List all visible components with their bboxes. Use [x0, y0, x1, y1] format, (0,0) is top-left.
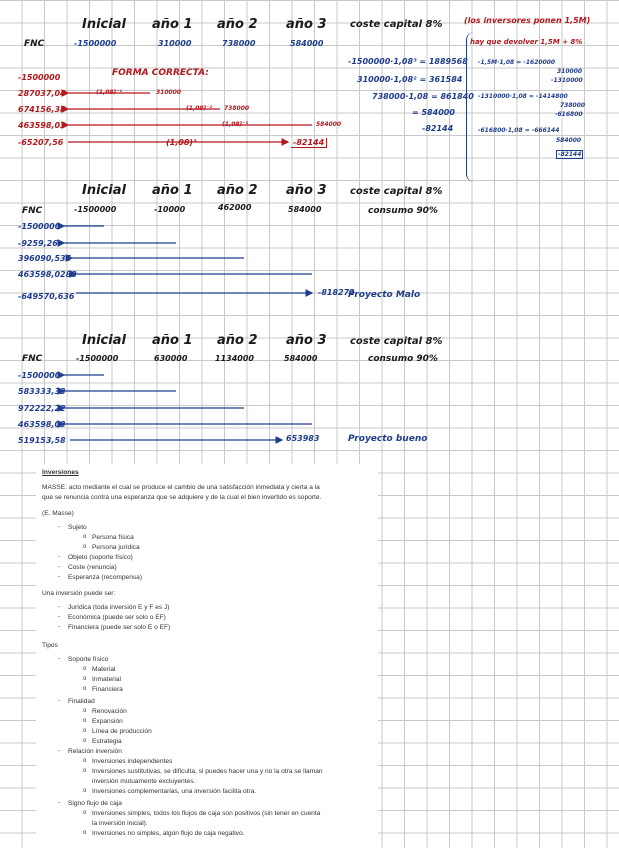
side-calc: 584000: [556, 137, 582, 144]
bullet: -: [58, 614, 60, 620]
side-calc: -1310000·1,08 = -1414800: [478, 93, 568, 100]
fnc-value: -10000: [154, 205, 186, 214]
discounted-value: -649570,636: [18, 292, 75, 301]
calc-result: -82144: [422, 124, 454, 133]
fnc-label: FNC: [24, 39, 45, 49]
fnc-label: FNC: [22, 354, 43, 364]
bullet: o: [83, 810, 87, 816]
list-item: Coste (renuncia): [68, 564, 117, 571]
fnc-label: FNC: [22, 206, 43, 216]
side-calc: 310000: [557, 68, 583, 75]
bullet: o: [83, 728, 87, 734]
side-calc-result: -82144: [558, 151, 582, 158]
author-ref: (E. Masse): [42, 510, 74, 517]
bullet: o: [83, 686, 87, 692]
bullet: -: [58, 524, 60, 530]
header-ano-2: año 2: [217, 17, 258, 32]
calc-line: 738000·1,08 = 861840: [372, 92, 474, 101]
coste-capital-label: coste capital 8%: [350, 186, 443, 197]
arrow-label: (1,08)³: [166, 138, 197, 147]
list-item: Jurídica (toda inversión E y F es J): [68, 604, 170, 611]
header-ano-2: año 2: [217, 183, 258, 198]
header-ano-3: año 3: [286, 17, 327, 32]
bullet: o: [83, 830, 87, 836]
list-item: Financiera: [92, 686, 123, 693]
discounted-value: 674156,38: [18, 105, 66, 114]
arrow-label: (1,08)⁻³: [222, 121, 249, 128]
discounted-value: -1500000: [18, 222, 61, 231]
definition-line: MASSE: acto mediante el cual se produce el cambio de una satisfacción inmediata y cierta a la: [42, 484, 320, 491]
discounted-value: -65207,56: [18, 138, 64, 147]
consumo-label: consumo 90%: [368, 354, 438, 364]
header-ano-1: año 1: [152, 183, 193, 198]
list-item: Objeto (soporte físico): [68, 554, 133, 561]
bullet: o: [83, 666, 87, 672]
consumo-label: consumo 90%: [368, 206, 438, 216]
list-item: inversión mutuamente excluyentes.: [92, 778, 196, 785]
fnc-value: -1500000: [74, 205, 117, 214]
calc-line: 310000·1,08² = 361584: [357, 75, 463, 84]
list-item: Financiera (puede ser solo E o EF): [68, 624, 171, 631]
list-item: Económica (puede ser solo o EF): [68, 614, 166, 621]
side-calc: -616800: [555, 111, 583, 118]
fnc-value: 462000: [218, 203, 252, 212]
header-ano-3: año 3: [286, 183, 327, 198]
investors-note: hay que devolver 1,5M + 8%: [470, 38, 583, 46]
list-item: Persona jurídica: [92, 544, 140, 551]
discounted-value: 287037,04: [18, 89, 66, 98]
side-calc: -616800·1,08 = -666144: [478, 127, 560, 134]
result-value: 653983: [286, 434, 320, 443]
bullet: -: [58, 656, 60, 662]
discounted-value: 463598,0288: [18, 270, 77, 279]
header-inicial: Inicial: [82, 183, 126, 198]
result-value: -818272: [318, 288, 355, 297]
list-item: Signo flujo de caja: [68, 800, 122, 807]
bullet: o: [83, 718, 87, 724]
forma-correcta-title: FORMA CORRECTA:: [112, 68, 209, 78]
calc-line: = 584000: [412, 108, 455, 117]
list-item: Renovación: [92, 708, 127, 715]
fnc-value: 1134000: [215, 354, 254, 363]
list-item: Inversiones independientes: [92, 758, 173, 765]
list-item: Inmaterial: [92, 676, 121, 683]
coste-capital-label: coste capital 8%: [350, 336, 443, 347]
list-item: Material: [92, 666, 116, 673]
arrow-label: -82144: [291, 138, 327, 148]
list-item: Sujeto: [68, 524, 87, 531]
list-item: Línea de producción: [92, 728, 152, 735]
side-calc: -1310000: [551, 77, 583, 84]
section-heading: Una inversión puede ser:: [42, 590, 116, 597]
bullet: o: [83, 758, 87, 764]
fnc-value: -1500000: [74, 39, 117, 48]
bullet: -: [58, 800, 60, 806]
bullet: -: [58, 698, 60, 704]
header-inicial: Inicial: [82, 333, 126, 348]
fnc-value: 738000: [222, 39, 256, 48]
header-ano-1: año 1: [152, 333, 193, 348]
bullet: o: [83, 738, 87, 744]
bullet: -: [58, 564, 60, 570]
arrow-label: (1,08)⁻¹: [96, 89, 123, 96]
bullet: -: [58, 574, 60, 580]
discounted-value: 519153,58: [18, 436, 66, 445]
bullet: o: [83, 676, 87, 682]
list-item: Finalidad: [68, 698, 95, 705]
bullet: -: [58, 748, 60, 754]
list-item: Persona física: [92, 534, 134, 541]
side-calc: -1,5M·1,08 = -1620000: [478, 59, 556, 66]
section-heading: Tipos: [42, 642, 58, 649]
project-verdict: Proyecto Malo: [348, 290, 421, 300]
discounted-value: -1500000: [18, 73, 61, 82]
coste-capital-label: coste capital 8%: [350, 19, 443, 30]
fnc-value: -1500000: [76, 354, 119, 363]
fnc-value: 310000: [158, 39, 192, 48]
inversiones-document: [36, 464, 378, 848]
arrow-label: 738000: [224, 105, 250, 112]
bullet: -: [58, 624, 60, 630]
discounted-value: 463598,03: [18, 420, 66, 429]
side-calc: 738000: [560, 102, 586, 109]
list-item: Expansión: [92, 718, 123, 725]
header-ano-2: año 2: [217, 333, 258, 348]
header-inicial: Inicial: [82, 17, 126, 32]
list-item: la inversión inicial).: [92, 820, 148, 827]
fnc-value: 584000: [288, 205, 322, 214]
list-item: Esperanza (recompensa): [68, 574, 143, 581]
arrow-label: (1,08)⁻²: [186, 105, 213, 112]
discounted-value: 396090,535: [18, 254, 72, 263]
list-item: Inversiones no simples, algún flujo de caja negativo.: [92, 830, 245, 837]
list-item: Estrategia: [92, 738, 122, 745]
fnc-value: 584000: [290, 39, 324, 48]
definition-line: que se renuncia contra una esperanza que se adquiere y de la cual el bien invertido es soporte.: [42, 494, 322, 501]
discounted-value: 972222,22: [18, 404, 66, 413]
bullet: -: [58, 604, 60, 610]
list-item: Inversiones sustitutivas, se dificulta, si puedes hacer una y no la otra se llaman: [92, 768, 323, 775]
list-item: Inversiones simples, todos los flujos de caja son positivos (sin tener en cuenta: [92, 810, 321, 817]
header-ano-3: año 3: [286, 333, 327, 348]
bullet: o: [83, 788, 87, 794]
project-verdict: Proyecto bueno: [348, 434, 428, 444]
bullet: o: [83, 544, 87, 550]
discounted-value: 463598,03: [18, 121, 66, 130]
arrow-label: 310000: [156, 89, 182, 96]
fnc-value: 630000: [154, 354, 188, 363]
fnc-value: 584000: [284, 354, 318, 363]
header-ano-1: año 1: [152, 17, 193, 32]
investors-note: (los inversores ponen 1,5M): [464, 16, 591, 25]
calc-line: -1500000·1,08³ = 1889568: [348, 57, 468, 66]
bullet: o: [83, 708, 87, 714]
bullet: -: [58, 554, 60, 560]
bullet: o: [83, 534, 87, 540]
discounted-value: -9259,26: [18, 239, 58, 248]
arrow-label: 584000: [316, 121, 342, 128]
discounted-value: -1500000: [18, 371, 61, 380]
discounted-value: 583333,33: [18, 387, 66, 396]
bullet: o: [83, 768, 87, 774]
list-item: Relación inversión: [68, 748, 122, 755]
doc-title: Inversiones: [42, 469, 79, 476]
list-item: Inversiones complementarias, una inversión facilita otra.: [92, 788, 257, 795]
list-item: Soporte físico: [68, 656, 109, 663]
